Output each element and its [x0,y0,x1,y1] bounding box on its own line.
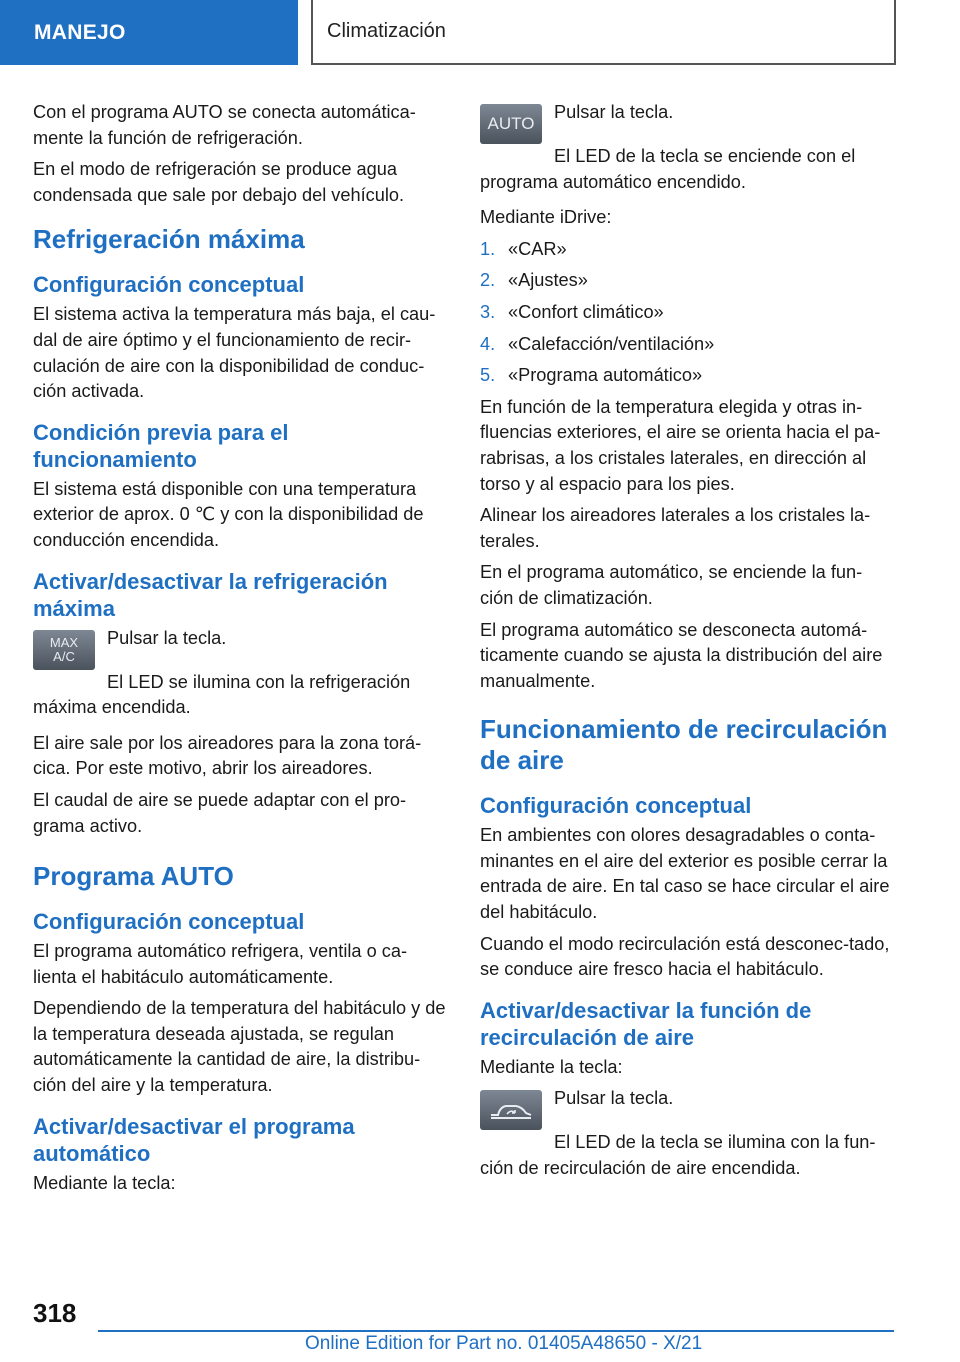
step-item [480,300,895,326]
step-text: «CAR» [508,238,567,259]
idrive-label: Mediante iDrive: [480,207,612,228]
led-description: El LED se ilumina con la refrigeración máxima encendida. [33,671,411,718]
paragraph: Alinear los aireadores laterales a los cristales la-terales. [480,505,871,551]
step-item [480,237,895,263]
heading-precondition: Condición previa para el funcionamiento [33,419,289,472]
paragraph: Con el programa AUTO se conecta automática-mente la función de refrigeración. [33,102,416,148]
led-description: El LED de la tecla se ilumina con la fun-ción de recirculación de aire encendida. [480,1132,876,1179]
section-tab [0,0,298,65]
recirculation-icon [480,1090,542,1130]
heading-concept: Configuración conceptual [33,909,305,935]
paragraph: Cuando el modo recirculación está desconec-tado, se conduce aire fresco hacia el habitáculo. [480,933,890,980]
step-text: «Calefacción/ventilación» [508,333,715,354]
recirc-key-row [480,1086,895,1130]
step-number: 1. [480,238,496,259]
footer-edition: Online Edition for Part no. 01405A48650 - X/21 [305,1333,703,1354]
section-title: MANEJO [34,20,126,44]
heading-auto-program: Programa AUTO [33,861,234,892]
step-text: «Confort climático» [508,301,664,322]
step-item [480,332,895,358]
heading-max-cooling: Refrigeración máxima [33,224,305,255]
chapter-title: Climatización [327,20,446,42]
heading-recirculation: Funcionamiento de recirculación de aire [480,714,888,776]
step-item [480,268,895,294]
car-recirculation-icon [488,1098,534,1122]
idrive-steps [480,237,895,389]
max-ac-icon-label-bottom: A/C [53,648,75,664]
heading-concept: Configuración conceptual [33,272,305,298]
paragraph: El caudal de aire se puede adaptar con el pro-grama activo. [33,789,407,836]
right-column [480,100,895,1188]
heading-activate-auto: Activar/desactivar el programa automático [33,1113,355,1166]
heading-concept: Configuración conceptual [480,793,752,819]
auto-icon [480,104,542,144]
paragraph: En ambientes con olores desagradables o conta-minantes en el aire del exterior es posible cerrar la entrada de aire. En tal caso se hace circular el aire del habitáculo. [480,825,890,923]
step-text: «Programa automático» [508,365,703,386]
led-description: El LED de la tecla se enciende con el programa automático encendido. [480,146,856,192]
instruction-press: Pulsar la tecla. [554,1088,674,1109]
paragraph: En el programa automático, se enciende la fun-ción de climatización. [480,562,863,608]
max-ac-icon-label-top: MAX [49,634,79,650]
footer-divider [98,1330,894,1332]
step-item [480,363,895,389]
heading-activate-recirc: Activar/desactivar la función de recirculación de aire [480,997,812,1050]
paragraph: En función de la temperatura elegida y otras in-fluencias exteriores, el aire se orienta hacia el pa-rabrisas, a los cristales laterales, en dirección al torso y al espacio para los pies. [480,396,881,494]
instruction-press: Pulsar la tecla. [107,627,227,648]
step-number: 2. [480,270,496,291]
paragraph: El sistema activa la temperatura más baja, el cau-dal de aire óptimo y el funcionamiento de recir-culación de aire con la disponibilidad de conduc-ción activada. [33,304,436,402]
chapter-header [311,0,896,65]
left-column [33,100,448,1202]
max-ac-key-row [33,626,448,670]
step-number: 3. [480,301,496,322]
paragraph: Dependiendo de la temperatura del habitáculo y de la temperatura deseada ajustada, se regulan automáticamente la cantidad de aire, la distribu-ción del aire y la temperatura. [33,998,446,1096]
max-ac-icon [33,630,95,670]
page-number: 318 [33,1298,77,1328]
paragraph: Mediante la tecla: [480,1056,623,1077]
paragraph: El programa automático se desconecta automá-ticamente cuando se ajusta la distribución del aire manualmente. [480,619,883,691]
paragraph: El aire sale por los aireadores para la zona torá-cica. Por este motivo, abrir los aireadores. [33,732,422,779]
step-text: «Ajustes» [508,270,588,291]
instruction-press: Pulsar la tecla. [554,102,674,122]
step-number: 4. [480,333,496,354]
paragraph: En el modo de refrigeración se produce agua condensada que sale por debajo del vehículo. [33,159,405,205]
step-number: 5. [480,365,496,386]
auto-icon-label: AUTO [487,114,535,133]
paragraph: Mediante la tecla: [33,1172,176,1193]
paragraph: El sistema está disponible con una temperatura exterior de aprox. 0 ℃ y con la disponibilidad de conducción encendida. [33,478,424,550]
paragraph: El programa automático refrigera, ventila o ca-lienta el habitáculo automáticamente. [33,941,408,987]
auto-key-row [480,100,895,144]
heading-activate-max: Activar/desactivar la refrigeración máxima [33,568,388,621]
